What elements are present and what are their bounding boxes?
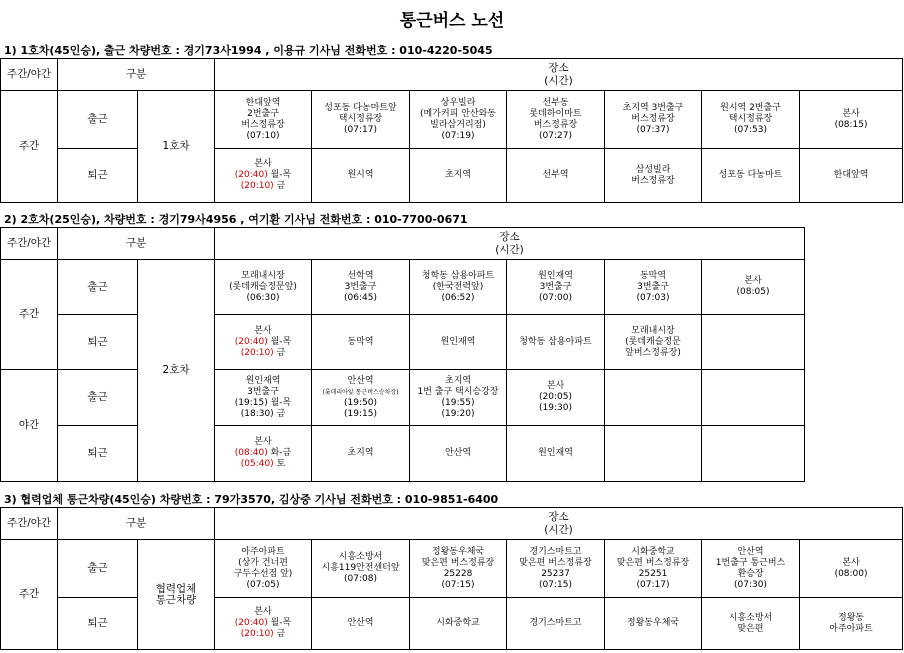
stop-cell: 모래내시장 (롯데캐슬정문앞) (06:30) bbox=[215, 260, 312, 315]
stop-cell: 청학동 삼용아파트 bbox=[507, 315, 605, 370]
stop-cell: 본사 (20:40) 월-목 (20:10) 금 bbox=[215, 149, 312, 203]
row-label-return: 퇴근 bbox=[58, 149, 138, 203]
stop-cell: 시흥소방서 맞은편 bbox=[702, 598, 800, 650]
stop-cell: 본사 (20:40) 월-목 (20:10) 금 bbox=[215, 598, 312, 650]
stop-cell: 시흥소방서 시흥119안전센터앞 (07:08) bbox=[312, 540, 410, 598]
stop-cell: 본사 (20:40) 월-목 (20:10) 금 bbox=[215, 315, 312, 370]
stop-cell: 선부역 bbox=[507, 149, 605, 203]
stop-cell: 정왕동우체국 맞은편 버스정류장 25228 (07:15) bbox=[410, 540, 507, 598]
row-label-commute: 출근 bbox=[58, 91, 138, 149]
header-place-time: 장소 (시간) bbox=[215, 228, 805, 260]
stop-cell: 초지역 3번출구 버스정류장 (07:37) bbox=[605, 91, 702, 149]
bus-1-table bbox=[0, 58, 903, 203]
stop-cell: 본사 (20:05) (19:30) bbox=[507, 370, 605, 426]
stop-cell: 한대앞역 2번출구 버스정류장 (07:10) bbox=[215, 91, 312, 149]
partner-bus-table bbox=[0, 507, 903, 650]
header-day-night: 주간/야간 bbox=[1, 228, 58, 260]
stop-cell: 원인재역 bbox=[410, 315, 507, 370]
stop-cell: 성포동 다농마트 bbox=[702, 149, 800, 203]
bus-2-table bbox=[0, 227, 805, 482]
stop-cell: 안산역 1번출구 통근버스 환승장 (07:30) bbox=[702, 540, 800, 598]
header-place-time: 장소 (시간) bbox=[215, 508, 903, 540]
stop-cell bbox=[702, 370, 805, 426]
bus-name: 1호차 bbox=[138, 91, 215, 203]
header-category: 구분 bbox=[58, 508, 215, 540]
stop-cell: 동막역 3번출구 (07:03) bbox=[605, 260, 702, 315]
header-day-night: 주간/야간 bbox=[1, 508, 58, 540]
stop-cell: 아주아파트 (상가 건너편 구두수선점 앞) (07:05) bbox=[215, 540, 312, 598]
stop-cell: 원인재역 3번출구 (07:00) bbox=[507, 260, 605, 315]
stop-cell: 원인재역 3번출구 (19:15) 월-목 (18:30) 금 bbox=[215, 370, 312, 426]
stop-cell: 경기스마트고 bbox=[507, 598, 605, 650]
stop-cell: 삼성빌라 버스정류장 bbox=[605, 149, 702, 203]
header-category: 구분 bbox=[58, 228, 215, 260]
stop-cell: 초지역 bbox=[410, 149, 507, 203]
stop-cell: 선부동 롯데하이마트 버스정류장 (07:27) bbox=[507, 91, 605, 149]
stop-cell: 안산역 bbox=[410, 426, 507, 482]
row-label-night: 야간 bbox=[1, 370, 58, 482]
stop-cell: 정왕동 아주아파트 bbox=[800, 598, 903, 650]
row-label-commute: 출근 bbox=[58, 260, 138, 315]
stop-cell: 안산역 bbox=[312, 598, 410, 650]
stop-cell: 시화중학교 맞은편 버스정류장 25251 (07:17) bbox=[605, 540, 702, 598]
row-label-return: 퇴근 bbox=[58, 426, 138, 482]
header-place-time: 장소 (시간) bbox=[215, 59, 903, 91]
stop-cell: 초지역 1번 출구 택시승강장 (19:55) (19:20) bbox=[410, 370, 507, 426]
row-label-return: 퇴근 bbox=[58, 598, 138, 650]
row-label-commute: 출근 bbox=[58, 540, 138, 598]
stop-cell: 성포동 다농마트앞 택시정류장 (07:17) bbox=[312, 91, 410, 149]
stop-cell: 정왕동우체국 bbox=[605, 598, 702, 650]
stop-cell bbox=[605, 426, 702, 482]
stop-cell: 본사 (08:00) bbox=[800, 540, 903, 598]
stop-cell: 본사 (08:05) bbox=[702, 260, 805, 315]
header-category: 구분 bbox=[58, 59, 215, 91]
row-label-day: 주간 bbox=[1, 91, 58, 203]
header-day-night: 주간/야간 bbox=[1, 59, 58, 91]
stop-cell: 본사 (08:15) bbox=[800, 91, 903, 149]
stop-cell: 동막역 bbox=[312, 315, 410, 370]
stop-cell: 청학동 삼용아파트 (한국전력앞) (06:52) bbox=[410, 260, 507, 315]
row-label-commute: 출근 bbox=[58, 370, 138, 426]
stop-cell: 본사 (08:40) 화-금 (05:40) 토 bbox=[215, 426, 312, 482]
row-label-day: 주간 bbox=[1, 540, 58, 650]
section-1-heading: 1) 1호차(45인승), 출근 차량번호 : 경기73사1994 , 이용규 기사님 전화번호 : 010-4220-5045 bbox=[4, 44, 493, 57]
stop-cell: 초지역 bbox=[312, 426, 410, 482]
stop-cell: 원시역 2번출구 택시정류장 (07:53) bbox=[702, 91, 800, 149]
stop-cell bbox=[702, 426, 805, 482]
stop-cell: 모래내시장 (롯데캐슬정문 앞버스정류장) bbox=[605, 315, 702, 370]
section-3-heading: 3) 협력업체 통근차량(45인승) 차량번호 : 79가3570, 김상중 기사님 전화번호 : 010-9851-6400 bbox=[4, 493, 499, 506]
page-title: 통근버스 노선 bbox=[399, 11, 505, 31]
stop-cell: 시화중학교 bbox=[410, 598, 507, 650]
stop-cell bbox=[605, 370, 702, 426]
stop-cell: 원인재역 bbox=[507, 426, 605, 482]
row-label-return: 퇴근 bbox=[58, 315, 138, 370]
row-label-day: 주간 bbox=[1, 260, 58, 370]
stop-cell: 선학역 3번출구 (06:45) bbox=[312, 260, 410, 315]
bus-name: 협력업체 통근차량 bbox=[138, 540, 215, 650]
stop-cell: 상우빌라 (메가커피 안산와동 빌라삼거리점) (07:19) bbox=[410, 91, 507, 149]
section-2-heading: 2) 2호차(25인승), 차량번호 : 경기79사4956 , 여기환 기사님 전화번호 : 010-7700-0671 bbox=[4, 213, 468, 226]
stop-cell: 안산역 (롯데리아앞 통근버스승차장) (19:50) (19:15) bbox=[312, 370, 410, 426]
stop-cell bbox=[702, 315, 805, 370]
stop-cell: 원시역 bbox=[312, 149, 410, 203]
stop-cell: 경기스마트고 맞은편 버스정류장 25237 (07:15) bbox=[507, 540, 605, 598]
stop-cell: 한대앞역 bbox=[800, 149, 903, 203]
bus-name: 2호차 bbox=[138, 260, 215, 482]
